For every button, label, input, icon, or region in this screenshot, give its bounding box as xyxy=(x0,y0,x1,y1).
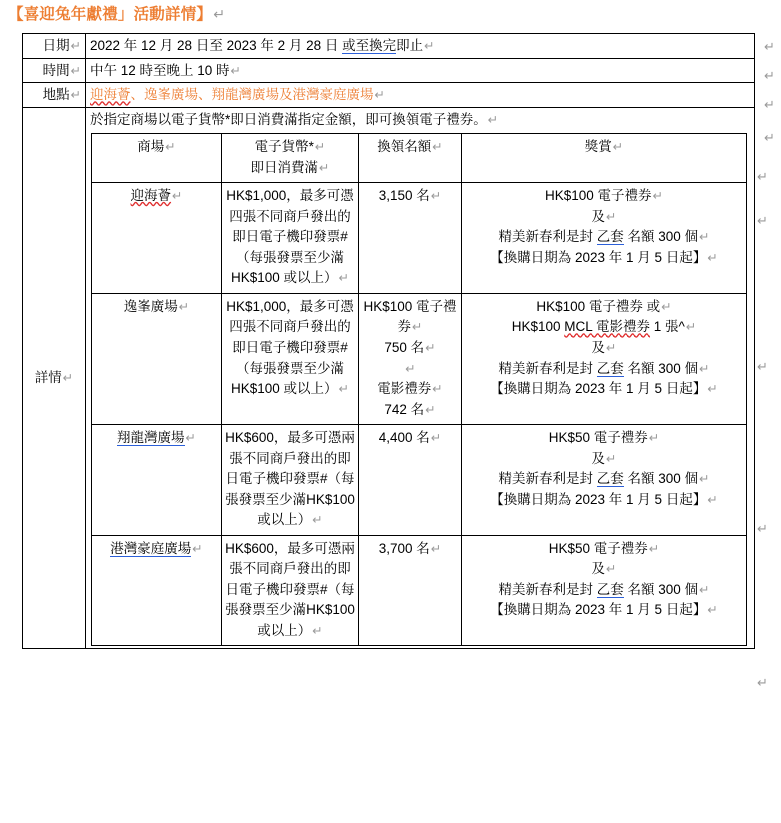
time-text: 中午 12 時至晚上 10 時 xyxy=(90,62,230,78)
offer-table-header-row xyxy=(92,134,747,183)
pilcrow-mark: ↵ xyxy=(213,7,226,23)
reward-line xyxy=(465,600,743,621)
pilcrow-mark: ↵ xyxy=(606,341,617,355)
cell-spend xyxy=(222,183,359,294)
offer-breakdown-table xyxy=(91,133,747,646)
reward-grammar-flag: 乙套 xyxy=(596,581,624,597)
row-value-time xyxy=(86,58,755,83)
cell-quota xyxy=(359,293,462,424)
mall-name-spell-flag: 迎海薈 xyxy=(130,188,172,204)
table-row xyxy=(92,425,747,536)
page-title-text: 【喜迎兔年獻禮」活動詳情】 xyxy=(8,6,213,23)
pilcrow-mark: ↵ xyxy=(707,603,718,618)
pilcrow-mark: ↵ xyxy=(430,189,442,204)
reward-line-0b-pre: HK$100 xyxy=(511,319,565,335)
reward-line xyxy=(465,559,743,580)
spend-text: HK$600，最多可憑兩張不同商戶發出的即日電子機印發票#（每張發票至少滿HK$100 或以上） xyxy=(225,540,355,638)
reward-spell-flag: MCL 電影禮券 xyxy=(564,319,651,335)
reward-line-3-post: 名額 300 個 xyxy=(623,471,699,487)
reward-line xyxy=(465,359,743,380)
pilcrow-mark: ↵ xyxy=(757,521,768,536)
pilcrow-mark: ↵ xyxy=(165,140,176,155)
reward-line xyxy=(465,317,743,338)
reward-line xyxy=(465,428,743,449)
pilcrow-mark: ↵ xyxy=(62,371,74,386)
cell-mall xyxy=(92,293,222,424)
pilcrow-mark: ↵ xyxy=(661,299,672,314)
date-text-after: 即止 xyxy=(396,38,424,53)
reward-line-4: 【換購日期為 2023 年 1 月 5 日起】 xyxy=(490,491,707,507)
pilcrow-mark: ↵ xyxy=(338,271,349,286)
pilcrow-mark: ↵ xyxy=(405,361,416,376)
spend-text: HK$1,000，最多可憑四張不同商戶發出的即日電子機印發票#（每張發票至少滿HK$100 或以上） xyxy=(226,188,354,286)
quota-line xyxy=(362,338,458,359)
pilcrow-mark: ↵ xyxy=(230,63,241,78)
pilcrow-mark: ↵ xyxy=(757,359,768,374)
reward-line-1: HK$50 電子禮券 xyxy=(548,540,648,556)
reward-line xyxy=(465,449,743,470)
reward-line-2: 及 xyxy=(591,340,606,355)
reward-grammar-flag: 乙套 xyxy=(596,471,624,487)
page-title xyxy=(8,2,225,24)
quota-line xyxy=(362,400,458,421)
reward-line xyxy=(465,297,743,318)
row-value-date xyxy=(86,34,755,59)
reward-line-0: HK$100 電子禮券 或 xyxy=(536,298,661,314)
location-text-rest: 、逸峯廣場、翔龍灣廣場及港灣豪庭廣場 xyxy=(130,87,374,103)
pilcrow-mark: ↵ xyxy=(764,39,775,54)
pilcrow-mark: ↵ xyxy=(685,320,697,335)
cell-mall xyxy=(92,535,222,646)
reward-line xyxy=(465,580,743,601)
pilcrow-mark: ↵ xyxy=(338,382,349,397)
pilcrow-mark: ↵ xyxy=(70,63,81,78)
pilcrow-mark: ↵ xyxy=(757,675,768,690)
pilcrow-mark: ↵ xyxy=(757,213,768,228)
reward-grammar-flag: 乙套 xyxy=(596,229,624,245)
pilcrow-mark: ↵ xyxy=(425,402,436,417)
row-value-location xyxy=(86,83,755,108)
pilcrow-mark: ↵ xyxy=(192,541,203,556)
pilcrow-mark: ↵ xyxy=(70,39,81,53)
cell-spend xyxy=(222,293,359,424)
mall-name-grammar-flag: 翔龍灣廣場 xyxy=(117,430,185,446)
pilcrow-mark: ↵ xyxy=(764,97,775,112)
reward-line xyxy=(465,338,743,359)
reward-line xyxy=(465,539,743,560)
reward-line-4: 【換購日期為 2023 年 1 月 5 日起】 xyxy=(490,381,707,397)
pilcrow-mark: ↵ xyxy=(707,492,718,507)
quota-line-4: 電影禮券 xyxy=(377,381,432,397)
pilcrow-mark: ↵ xyxy=(612,140,624,155)
cell-mall xyxy=(92,425,222,536)
reward-line-2: 及 xyxy=(591,208,606,224)
quota-line-2: 750 名 xyxy=(384,340,425,355)
reward-line-2: 及 xyxy=(591,450,606,466)
pilcrow-mark: ↵ xyxy=(185,431,196,446)
reward-line xyxy=(465,186,743,207)
pilcrow-mark: ↵ xyxy=(412,320,423,335)
row-label-time xyxy=(23,58,86,83)
pilcrow-mark: ↵ xyxy=(432,382,443,397)
reward-line xyxy=(465,379,743,400)
quota-text: 3,700 名 xyxy=(378,540,430,556)
reward-line-3-post: 名額 300 個 xyxy=(623,229,699,245)
pilcrow-mark: ↵ xyxy=(707,250,718,265)
table-row xyxy=(92,535,747,646)
reward-line xyxy=(465,469,743,490)
activity-details-table xyxy=(22,33,755,649)
mall-name-grammar-flag: 港灣豪庭廣場 xyxy=(110,540,192,556)
reward-line-3-pre: 精美新春利是封 xyxy=(498,360,597,376)
column-header-quota xyxy=(359,134,462,183)
cell-spend xyxy=(222,535,359,646)
reward-line xyxy=(465,227,743,248)
pilcrow-mark: ↵ xyxy=(764,68,775,83)
cell-quota xyxy=(359,535,462,646)
quota-text: 3,150 名 xyxy=(378,188,430,204)
pilcrow-mark: ↵ xyxy=(757,169,768,184)
table-row-time xyxy=(23,58,755,83)
pilcrow-mark: ↵ xyxy=(699,582,710,597)
table-row-detail xyxy=(23,108,755,649)
column-header-quota-text: 換領名額 xyxy=(377,139,432,155)
column-header-reward-text: 獎賞 xyxy=(584,139,612,155)
row-label-date xyxy=(23,34,86,59)
pilcrow-mark: ↵ xyxy=(648,431,660,446)
pilcrow-mark: ↵ xyxy=(430,431,442,446)
table-row-date xyxy=(23,34,755,59)
detail-intro xyxy=(90,110,750,130)
reward-line-3-pre: 精美新春利是封 xyxy=(498,471,597,487)
pilcrow-mark: ↵ xyxy=(648,541,660,556)
reward-line xyxy=(465,207,743,228)
pilcrow-mark: ↵ xyxy=(312,513,323,528)
cell-reward xyxy=(462,183,747,294)
cell-mall xyxy=(92,183,222,294)
quota-line xyxy=(362,359,458,380)
row-label-detail-text: 詳情 xyxy=(34,370,62,386)
row-label-location xyxy=(23,83,86,108)
cell-spend xyxy=(222,425,359,536)
column-header-spend-line1: 電子貨幣* xyxy=(254,139,314,155)
row-label-detail xyxy=(23,108,86,649)
pilcrow-mark: ↵ xyxy=(699,361,710,376)
date-text-before: 2022 年 12 月 28 日至 2023 年 2 月 28 日 xyxy=(90,38,343,53)
pilcrow-mark: ↵ xyxy=(319,160,330,175)
pilcrow-mark: ↵ xyxy=(172,189,183,204)
reward-line-4: 【換購日期為 2023 年 1 月 5 日起】 xyxy=(490,602,707,618)
detail-intro-text: 於指定商場以電子貨幣*即日消費滿指定金額，即可換領電子禮券。 xyxy=(90,112,487,128)
date-text-grammar-flag: 或至換完 xyxy=(342,38,397,53)
cell-reward xyxy=(462,535,747,646)
row-label-time-text: 時間 xyxy=(42,62,70,78)
reward-line-0b-post: 1 張^ xyxy=(650,319,685,335)
mall-name: 逸峯廣場 xyxy=(123,298,178,314)
cell-quota xyxy=(359,425,462,536)
quota-line xyxy=(362,379,458,400)
pilcrow-mark: ↵ xyxy=(424,39,435,53)
reward-line-3-pre: 精美新春利是封 xyxy=(498,229,597,245)
pilcrow-mark: ↵ xyxy=(652,189,663,204)
pilcrow-mark: ↵ xyxy=(430,541,442,556)
quota-text: 4,400 名 xyxy=(378,430,430,446)
reward-line-3-post: 名額 300 個 xyxy=(623,581,699,597)
reward-line-1: HK$50 電子禮券 xyxy=(548,430,648,446)
reward-line-3-post: 名額 300 個 xyxy=(623,360,699,376)
pilcrow-mark: ↵ xyxy=(606,562,617,577)
column-header-spend xyxy=(222,134,359,183)
row-label-location-text: 地點 xyxy=(42,87,70,103)
reward-line-1: HK$100 電子禮券 xyxy=(545,188,652,204)
cell-reward xyxy=(462,293,747,424)
reward-line-2: 及 xyxy=(591,561,606,577)
reward-line xyxy=(465,490,743,511)
table-row-location xyxy=(23,83,755,108)
column-header-mall xyxy=(92,134,222,183)
reward-line-4: 【換購日期為 2023 年 1 月 5 日起】 xyxy=(490,249,707,265)
cell-reward xyxy=(462,425,747,536)
pilcrow-mark: ↵ xyxy=(606,209,617,224)
table-row xyxy=(92,183,747,294)
pilcrow-mark: ↵ xyxy=(314,140,326,155)
location-text-spell-flag: 迎海薈 xyxy=(90,87,131,103)
pilcrow-mark: ↵ xyxy=(487,113,499,128)
pilcrow-mark: ↵ xyxy=(178,299,190,314)
quota-line xyxy=(362,297,458,338)
pilcrow-mark: ↵ xyxy=(699,472,710,487)
reward-line xyxy=(465,248,743,269)
spend-text: HK$1,000，最多可憑四張不同商戶發出的即日電子機印發票#（每張發票至少滿HK$100 或以上） xyxy=(226,298,354,397)
pilcrow-mark: ↵ xyxy=(707,382,718,397)
pilcrow-mark: ↵ xyxy=(764,130,775,145)
quota-line-5: 742 名 xyxy=(384,401,425,417)
pilcrow-mark: ↵ xyxy=(374,88,385,103)
pilcrow-mark: ↵ xyxy=(606,451,617,466)
reward-line-3-pre: 精美新春利是封 xyxy=(498,581,597,597)
cell-quota xyxy=(359,183,462,294)
pilcrow-mark: ↵ xyxy=(425,341,436,355)
row-label-date-text: 日期 xyxy=(42,38,70,53)
pilcrow-mark: ↵ xyxy=(432,140,443,155)
pilcrow-mark: ↵ xyxy=(312,623,323,638)
quota-line-1: HK$100 電子禮券 xyxy=(363,298,457,335)
row-value-detail xyxy=(86,108,755,649)
table-row xyxy=(92,293,747,424)
reward-grammar-flag: 乙套 xyxy=(596,360,624,376)
pilcrow-mark: ↵ xyxy=(699,230,710,245)
pilcrow-mark: ↵ xyxy=(70,88,81,103)
column-header-spend-line2: 即日消費滿 xyxy=(250,159,319,175)
column-header-mall-text: 商場 xyxy=(137,139,165,155)
spend-text: HK$600，最多可憑兩張不同商戶發出的即日電子機印發票#（每張發票至少滿HK$100 或以上） xyxy=(225,430,355,528)
column-header-reward xyxy=(462,134,747,183)
